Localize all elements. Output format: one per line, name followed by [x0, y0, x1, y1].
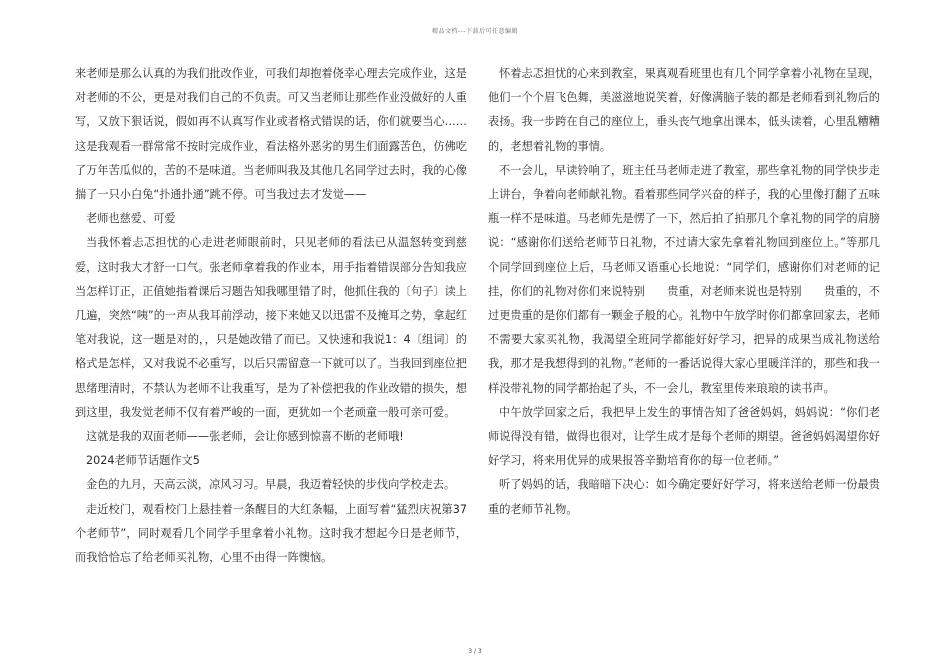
paragraph: 中午放学回家之后，我把早上发生的事情告知了爸爸妈妈，妈妈说：“你们老师说得没有错，做得也很对，让学生成才是每个老师的期望。爸爸妈妈渴望你好好学习，将来用优异的成果报答辛勤培育你的每一位老师。” [488, 405, 880, 468]
paragraph: 不一会儿，早读铃响了，班主任马老师走进了教室，那些拿礼物的同学快步走上讲台，争着向老师献礼物。看着那些同学兴奋的样子，我的心里像打翻了五味瓶一样不是味道。马老师先是愣了一下，然后拍了拍那几个拿礼物的同学的肩膀说：“感谢你们送给老师节日礼物，不过请大家先拿着礼物回到座位上。”等那几个同学回到座位上后，马老师又语重心长地说：“同学们，感谢你们对老师的记挂，你们的礼物对你们来说特别 贵重，对老师来说也是特别 贵重的，不过更贵重的是你们都有一颗金子般的心。礼物中午放学时你们都拿回家去，老师不需要大家买礼物，我渴望全班同学都能好好学习，把异的成果当成礼物送给我，那才是我想得到的礼物。”老师的一番话说得大家心里暖洋洋的，那些和我一样没带礼物的同学都抬起了头，不一会儿，教室里传来琅琅的读书声。 [488, 163, 880, 395]
subheading: 老师也慈爱、可爱 [86, 212, 176, 226]
right-column [488, 62, 880, 522]
page-header: 精品文档---下载后可任意编辑 [432, 28, 518, 35]
paragraph: 这就是我的双面老师——张老师，会让你感到惊喜不断的老师哦! [86, 430, 404, 444]
paragraph: 走近校门，观看校门上悬挂着一条醒目的大红条幅，上面写着“猛烈庆祝第37个老师节”，同时观看几个同学手里拿着小礼物。这时我才想起今日是老师节，而我恰恰忘了给老师买礼物，心里不由得一阵懊恼。 [75, 502, 467, 565]
left-column [75, 62, 467, 570]
paragraph: 怀着忐忑担忧的心来到教室，果真观看班里也有几个同学拿着小礼物在呈现，他们一个个眉飞色舞，美滋滋地说笑着，好像满脑子装的都是老师看到礼物后的表扬。我一步跨在自己的座位上，垂头丧气地拿出课本，低头读着，心里乱糟糟的，老想着礼物的事情。 [488, 67, 880, 153]
paragraph: 金色的九月，天高云淡，凉风习习。早晨，我迈着轻快的步伐向学校走去。 [86, 478, 456, 492]
paragraph: 来老师是那么认真的为我们批改作业，可我们却抱着侥幸心理去完成作业，这是对老师的不公，更是对我们自己的不负责。可又当老师让那些作业没做好的人重写，又放下狠话说，假如再不认真写作业或者格式错误的话，你们就要当心……这是我观看一群常常不按时完成作业，看法格外恶劣的男生们面露苦色，仿佛吃了万年苦瓜似的，苦的不是味道。当老师叫我及其他几名同学过去时，我的心像揣了一只小白兔“扑通扑通”跳不停。可当我过去才发觉—— [75, 67, 467, 202]
paragraph: 当我怀着忐忑担忧的心走进老师眼前时，只见老师的看法已从温怒转变到慈爱，这时我大才舒一口气。张老师拿着我的作业本，用手指着错误部分告知我应当怎样订正，正值她指着课后习题告知我哪里错了时，他抓住我的〔句子〕读上几遍，突然“咦”的一声从我耳前浮动，接下来她又以迅雷不及掩耳之势，拿起红笔对我说，这一题是对的，，只是她改错了而已。又快速和我说1：4〔组词〕的格式是怎样，又对我说不必重写，以后只需留意一下就可以了。当我回到座位把思绪理清时，不禁认为老师不让我重写，是为了补偿把我的作业改错的损失，想到这里，我发觉老师不仅有着严峻的一面，更犹如一个老顽童一般可亲可爱。 [75, 236, 467, 419]
page-number: 3 / 3 [468, 648, 482, 655]
section-title: 2024老师节话题作文5 [86, 454, 200, 468]
paragraph: 听了妈妈的话，我暗暗下决心：如今确定要好好学习，将来送给老师一份最贵重的老师节礼物。 [488, 478, 880, 516]
